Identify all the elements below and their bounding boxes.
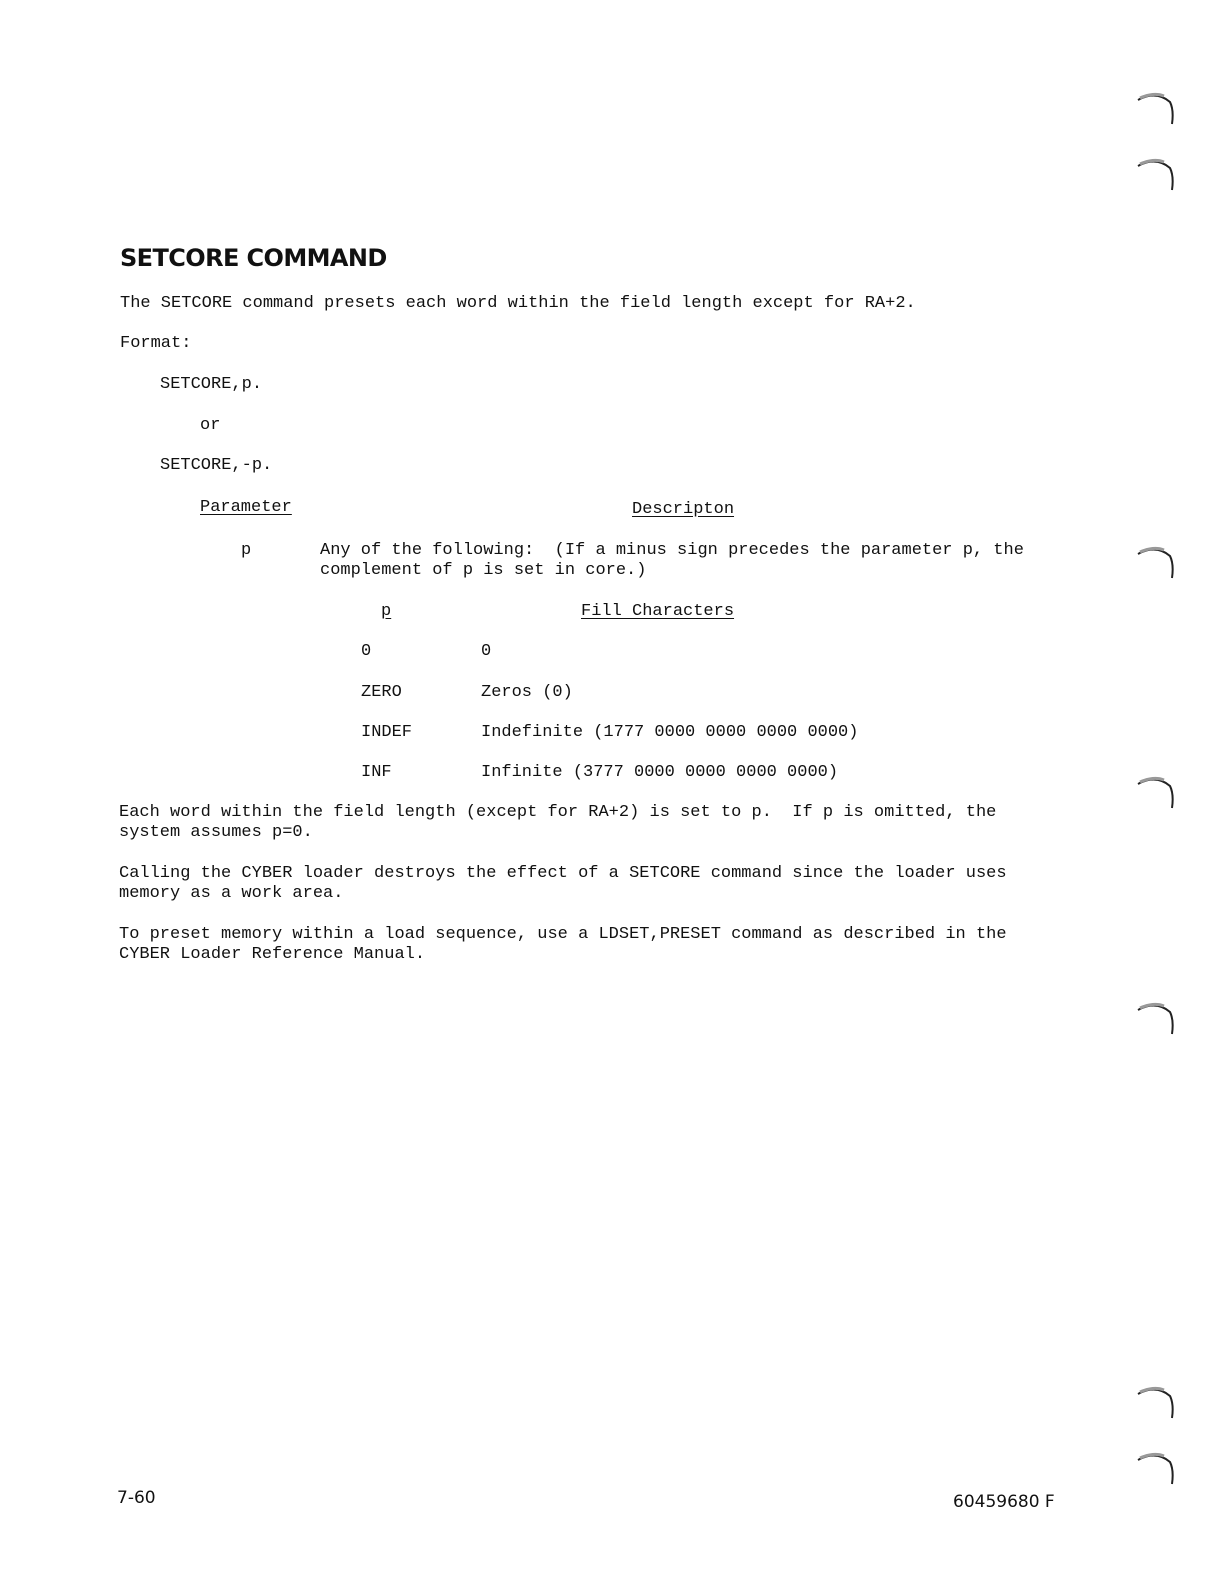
body-paragraph-line: system assumes p=0. [119, 823, 313, 842]
binder-hole-mark-icon [1134, 154, 1180, 200]
binder-hole-mark-icon [1134, 88, 1180, 134]
body-paragraph-line: To preset memory within a load sequence, use a LDSET,PRESET command as described in the [119, 925, 1007, 944]
description-column-header: Descripton [632, 500, 735, 519]
parameter-description-line: complement of p is set in core.) [320, 561, 647, 580]
body-paragraph-line: Each word within the field length (except for RA+2) is set to p. If p is omitted, the [119, 803, 997, 822]
binder-hole-mark-icon [1134, 1448, 1180, 1494]
fill-row-p: 0 [361, 642, 372, 661]
binder-hole-mark-icon [1134, 998, 1180, 1044]
parameter-name: p [241, 541, 252, 560]
binder-hole-mark-icon [1134, 542, 1180, 588]
fill-row-p: INF [361, 763, 392, 782]
format-line: SETCORE,-p. [160, 456, 273, 475]
fill-row-p: ZERO [361, 683, 402, 702]
fill-row-characters: Indefinite (1777 0000 0000 0000 0000) [481, 723, 859, 742]
binder-hole-mark-icon [1134, 772, 1180, 818]
document-number: 60459680 F [953, 1492, 1055, 1512]
format-or: or [200, 416, 221, 435]
parameter-column-header: Parameter [200, 498, 292, 517]
binder-hole-mark-icon [1134, 1382, 1180, 1428]
intro-paragraph: The SETCORE command presets each word within the field length except for RA+2. [120, 294, 916, 313]
body-paragraph-line: memory as a work area. [119, 884, 344, 903]
fill-table-p-header: p [381, 602, 392, 621]
fill-row-characters: 0 [481, 642, 492, 661]
parameter-description-line: Any of the following: (If a minus sign precedes the parameter p, the [320, 541, 1024, 560]
fill-row-characters: Infinite (3777 0000 0000 0000 0000) [481, 763, 839, 782]
section-heading: SETCORE COMMAND [120, 244, 387, 272]
fill-table-characters-header: Fill Characters [581, 602, 735, 621]
format-label: Format: [120, 334, 192, 353]
body-paragraph-line: CYBER Loader Reference Manual. [119, 945, 426, 964]
page-number: 7-60 [117, 1488, 156, 1508]
fill-row-characters: Zeros (0) [481, 683, 573, 702]
format-line: SETCORE,p. [160, 375, 263, 394]
body-paragraph-line: Calling the CYBER loader destroys the effect of a SETCORE command since the loader uses [119, 864, 1007, 883]
fill-row-p: INDEF [361, 723, 413, 742]
